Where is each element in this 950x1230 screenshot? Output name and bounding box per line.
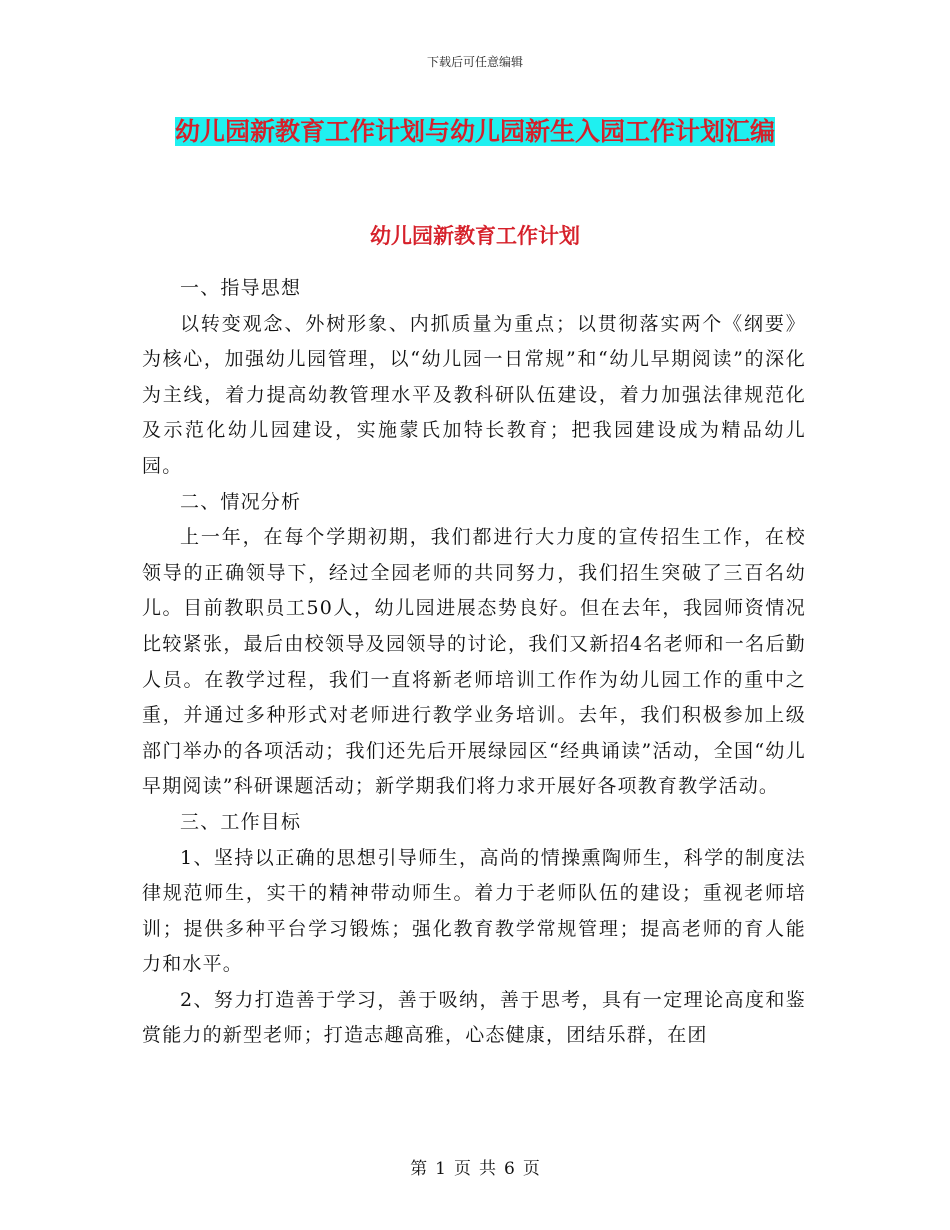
heading-work-goals: 三、工作目标 (180, 810, 302, 833)
page-footer (0, 1154, 950, 1179)
footer-total-prefix: 共 (479, 1159, 496, 1179)
page-number: 1 (435, 1159, 446, 1179)
total-pages: 6 (504, 1159, 515, 1179)
document-title-text: 幼儿园新教育工作计划与幼儿园新生入园工作计划汇编 (174, 117, 775, 146)
heading-situation-analysis: 二、情况分析 (180, 490, 302, 513)
paragraph: 1、坚持以正确的思想引导师生，高尚的情操熏陶师生，科学的制度法律规范师生，实干的精神带动师生。着力于老师队伍的建设；重视老师培训；提供多种平台学习锻炼；强化教育教学常规管理；提高老师的育人能力和水平。 (142, 846, 806, 976)
paragraph: 上一年，在每个学期初期，我们都进行大力度的宣传招生工作，在校领导的正确领导下，经过全园老师的共同努力，我们招生突破了三百名幼儿。目前教职员工50人，幼儿园进展态势良好。但在去年，我园师资情况比较紧张，最后由校领导及园领导的讨论，我们又新招4名老师和一名后勤人员。在教学过程，我们一直将新老师培训工作作为幼儿园工作的重中之重，并通过多种形式对老师进行教学业务培训。去年，我们积极参加上级部门举办的各项活动；我们还先后开展绿园区“经典诵读”活动，全国“幼儿早期阅读”科研课题活动；新学期我们将力求开展好各项教育教学活动。 (142, 526, 806, 798)
heading-guiding-thought: 一、指导思想 (180, 277, 302, 299)
header-note: 下载后可任意编辑 (426, 55, 523, 69)
paragraph: 以转变观念、外树形象、内抓质量为重点；以贯彻落实两个《纲要》为核心，加强幼儿园管理，以“幼儿园一日常规”和“幼儿早期阅读”的深化为主线，着力提高幼教管理水平及教科研队伍建设，着力加强法律规范化及示范化幼儿园建设，实施蒙氏加特长教育；把我园建设成为精品幼儿园。 (142, 312, 806, 477)
section-title: 幼儿园新教育工作计划 (370, 224, 580, 248)
footer-prefix: 第 (410, 1159, 428, 1179)
paragraph: 2、努力打造善于学习，善于吸纳，善于思考，具有一定理论高度和鉴赏能力的新型老师；打造志趣高雅，心态健康，团结乐群，在团 (142, 988, 806, 1047)
footer-total-unit: 页 (522, 1159, 540, 1179)
footer-page-unit: 页 (454, 1159, 471, 1179)
document-body (142, 271, 806, 1054)
document-title (140, 108, 810, 156)
